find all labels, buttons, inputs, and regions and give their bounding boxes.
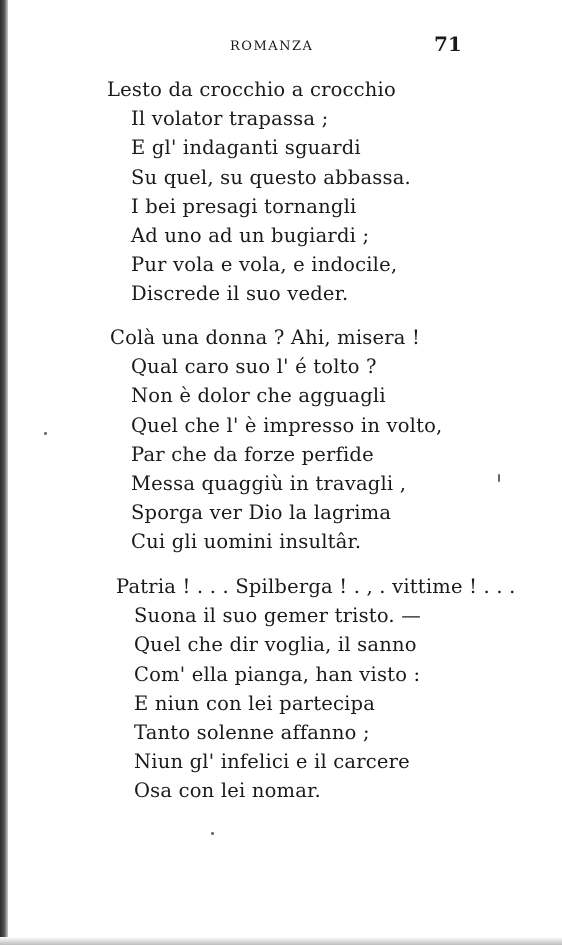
- page-number: 71: [434, 32, 462, 56]
- verse-line: Suona il suo gemer tristo. —: [134, 604, 421, 628]
- verse-line: Discrede il suo veder.: [131, 282, 349, 306]
- verse-line: Tanto solenne affanno ;: [134, 720, 370, 744]
- verse-line: Lesto da crocchio a crocchio: [107, 78, 396, 101]
- stanza-2: [0, 323, 540, 557]
- verse-line: Ad uno ad un bugiardi ;: [131, 223, 370, 247]
- verse-line: Non è dolor che agguagli: [131, 384, 386, 408]
- verse-line: Par che da forze perfide: [131, 442, 374, 466]
- verse-line: Il volator trapassa ;: [131, 107, 329, 131]
- verse-line: I bei presagi tornangli: [131, 194, 357, 218]
- verse-line: Osa con lei nomar.: [134, 779, 321, 803]
- verse-line: Com' ella pianga, han visto :: [134, 662, 421, 686]
- verse-line: Quel che l' è impresso in volto,: [131, 413, 443, 437]
- verse-line: Pur vola e vola, e indocile,: [131, 253, 398, 277]
- verse-line: Qual caro suo l' é tolto ?: [131, 355, 377, 379]
- paper-speck: [498, 474, 500, 482]
- verse-line: Su quel, su questo abbassa.: [131, 165, 411, 189]
- verse-line: Niun gl' infelici e il carcere: [134, 750, 410, 774]
- verse-line: Quel che dir voglia, il sanno: [134, 633, 417, 657]
- verse-line: Sporga ver Dio la lagrima: [131, 501, 392, 525]
- paper-speck: [44, 432, 47, 435]
- verse-line: E niun con lei partecipa: [134, 691, 376, 715]
- verse-line: Cui gli uomini insultâr.: [131, 530, 362, 554]
- paper-speck: [211, 832, 214, 835]
- verse-line: Colà una donna ? Ahi, misera !: [110, 326, 421, 349]
- verse-line: Patria ! . . . Spilberga ! . , . vittime ! . . .: [116, 575, 516, 598]
- stanza-3: [0, 572, 540, 806]
- stanza-1: [0, 75, 540, 309]
- verse-line: E gl' indaganti sguardi: [131, 136, 361, 160]
- running-title: ROMANZA: [230, 39, 314, 54]
- verse-line: Messa quaggiù in travagli ,: [131, 471, 407, 495]
